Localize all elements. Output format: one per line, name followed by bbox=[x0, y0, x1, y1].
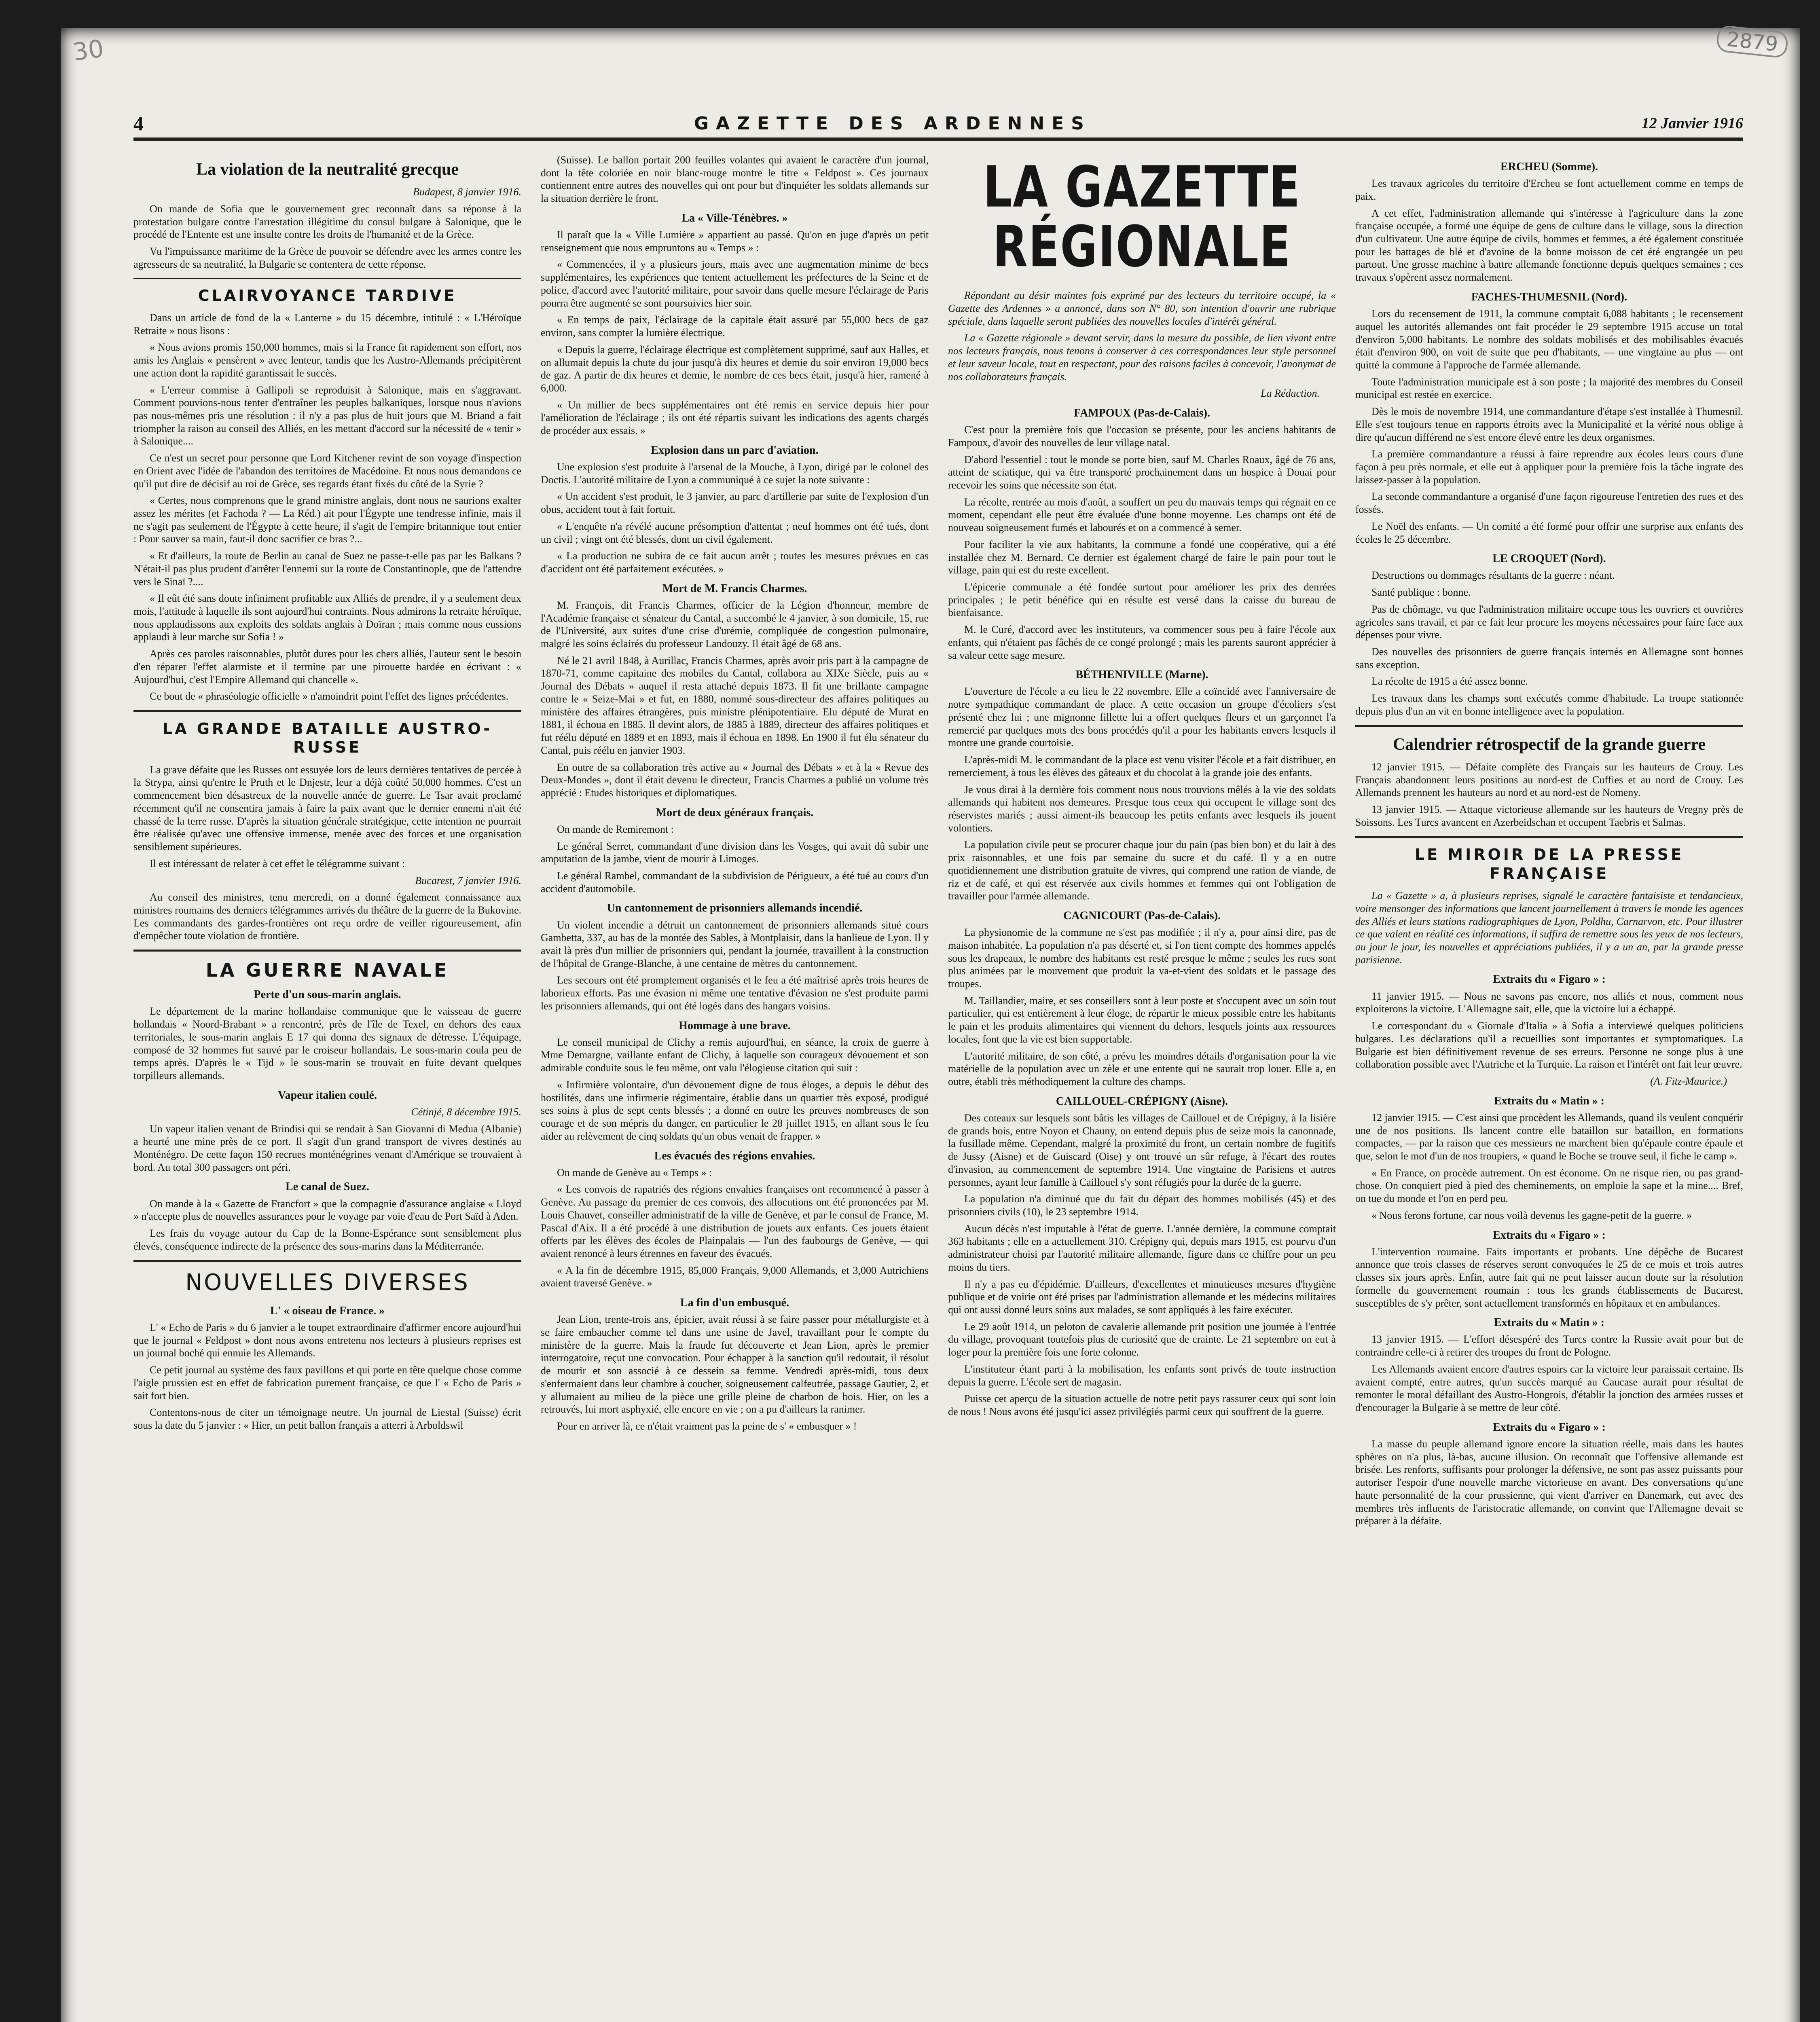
paragraph: « La production ne subira de ce fait aucun arrêt ; toutes les mesures prévues en cas d'accident ont été parfaitement exécutées. » bbox=[541, 550, 929, 575]
paragraph: Un vapeur italien venant de Brindisi qui se rendait à San Giovanni di Medua (Albanie) a heurté une mine près de ce port. Il s'agit d'un grand transport de vivres destinés au Monténégro. De cette façon 150 recrues monténégrines venant d'Amérique se trouvaient à bord. Au total 300 passagers ont péri. bbox=[133, 1123, 521, 1173]
paragraph: La « Gazette régionale » devant servir, dans la mesure du possible, de lien vivant entre nos lecteurs français, nous tenons à conserver à ces correspondances leur style personnel et leur saveur locale, tout en respectant, pour des raisons faciles à concevoir, l'anonymat de nos collaborateurs français. bbox=[948, 332, 1336, 383]
paragraph: La masse du peuple allemand ignore encore la situation réelle, mais dans les hautes sphères on n'a plus, là-bas, aucune illusion. On reconnaît que l'offensive allemande est brisée. Les renforts, suffisants pour prolonger la défensive, ne sont pas assez puissants pour autoriser l'espoir d'une nouvelle marche victorieuse en avant. Des conversations qu'une haute personnalité de la cour prussienne, qui vient d'arriver en Danemark, eut avec des membres très influents de l'aristocratie allemande, on convint que l'Allemagne devait se préparer à la défaite. bbox=[1355, 1438, 1743, 1527]
paragraph: « Certes, nous comprenons que le grand ministre anglais, dont nous ne saurions exalter assez les mérites (et Fachoda ? — La Réd.) ait pour l'Égypte une tendresse infinie, mais il ne s'agit pas seulement de l'Égypte à cette heure, il s'agit de l'empire britannique tout entier : Pour sauver sa main, faut-il donc sacrifier ce bras ?... bbox=[133, 495, 521, 545]
article-title: Calendrier rétrospectif de la grande guerre bbox=[1393, 735, 1706, 754]
paragraph: Le général Serret, commandant d'une division dans les Vosges, qui avait dû subir une amputation de la jambe, vient de mourir à Limoges. bbox=[541, 840, 929, 865]
paragraph: Les Allemands avaient encore d'autres espoirs car la victoire leur paraissait certaine. Ils avaient compté, entre autres, qu'un succès marqué au Caucase aurait pour résultat de remonter le moral défaillant des Austro-Hongrois, d'établir la jonction des armées russes et d'encourager la Bulgarie à se mettre de leur côté. bbox=[1355, 1363, 1743, 1414]
paragraph: Santé publique : bonne. bbox=[1371, 586, 1471, 599]
paragraph: « L'enquête n'a révélé aucune présomption d'attentat ; neuf hommes ont été tués, dont un civil ; vingt ont été blessés, dont un civil également. bbox=[541, 520, 929, 545]
paragraph: (Suisse). Le ballon portait 200 feuilles volantes qui avaient le caractère d'un journal, dont la tête coloriée en noir blanc-rouge montre le titre « Feldpost ». Ces journaux contiennent entre autres des nouvelles qui ont pour but d'inquiéter les soldats allemands sur la situation derrière le front. bbox=[541, 154, 929, 205]
subheading: Extraits du « Matin » : bbox=[1494, 1094, 1604, 1107]
paragraph: Il est intéressant de relater à cet effet le télégramme suivant : bbox=[150, 857, 405, 869]
signature: (A. Fitz-Maurice.) bbox=[1650, 1075, 1727, 1087]
paragraph: Les frais du voyage autour du Cap de la Bonne-Espérance sont sensiblement plus élevés, conséquence indirecte de la présence des sous-marins dans la Méditerranée. bbox=[133, 1227, 521, 1252]
paragraph: A cet effet, l'administration allemande qui s'intéresse à l'agriculture dans la zone française occupée, a formé une équipe de gens de culture dans le village, sous la direction d'un cultivateur. Une autre équipe de civils, hommes et femmes, a été également constituée pour les battages de blé et d'avoine de la bonne moisson de cet été engrangée un peu partout. Une grosse machine à battre allemande fonctionne depuis quelques semaines ; ces travaux s'opèrent assez normalement. bbox=[1355, 207, 1743, 283]
paragraph: « A la fin de décembre 1915, 85,000 Français, 9,000 Allemands, et 3,000 Autrichiens avaient traversé Genève. » bbox=[541, 1264, 929, 1289]
paragraph: La première commandanture a réussi à faire reprendre aux écoles leurs cours d'une façon à peu près normale, et elle eut à appliquer pour la première fois la tâche ingrate des laissez-passer à la population. bbox=[1355, 448, 1743, 486]
paragraph: L'intervention roumaine. Faits importants et probants. Une dépêche de Bucarest annonce que trois classes de réserves seront convoquées le 25 de ce mois et trois autres classes six jours après. Enfin, autre fait qui ne peut laisser aucun doute sur la résolution formelle du gouvernement roumain : tous les grands établissements de Bucarest, susceptibles de s'y prêter, sont actuellement transformés en hôpitaux et en ambulances. bbox=[1355, 1246, 1743, 1309]
paragraph: Il n'y a pas eu d'épidémie. D'ailleurs, d'excellentes et minutieuses mesures d'hygiène publique et de voirie ont été prises par l'administration allemande et les médecins militaires qui ont aussi donné leurs soins aux malades, se sont appliqués à les faire exécuter. bbox=[948, 1278, 1336, 1316]
paragraph: « Les convois de rapatriés des régions envahies françaises ont recommencé à passer à Genève. Au passage du premier de ces convois, des allocutions ont été prononcées par M. Louis Chauvet, conseiller administratif de la ville de Genève, et par le consul de France, M. Pascal d'Aix. Il a été procédé à une distribution de jouets aux enfants. Ces jouets étaient offerts par les élèves des écoles de Plainpalais — l'un des faubourgs de Genève, — qui avaient renoncé à leurs étrennes en faveur des évacués. bbox=[541, 1183, 929, 1259]
divider bbox=[1355, 836, 1743, 838]
paragraph: L'ouverture de l'école a eu lieu le 22 novembre. Elle a coïncidé avec l'anniversaire de notre sympathique commandant de place. A cette occasion un groupe d'écoliers s'est présenté chez lui ; une mignonne fillette lui a offert quelques fleurs et un garçonnet l'a remercié par quelques mots des bons procédés qu'il a pour les habitants envers lesquels il montre une grande courtoisie. bbox=[948, 685, 1336, 749]
column-1 bbox=[133, 154, 521, 2022]
paragraph: L'autorité militaire, de son côté, a prévu les moindres détails d'organisation pour la vie matérielle de la population avec un zèle et une entente qui ne saurait trop louer. Elle a, en outre, établi très méthodiquement la culture des champs. bbox=[948, 1050, 1336, 1088]
issue-date: 12 Janvier 1916 bbox=[1641, 115, 1743, 132]
paragraph: M. le Curé, d'accord avec les instituteurs, va commencer sous peu à faire l'école aux enfants, qui n'étaient pas fâchés de ce congé prolongé ; mais les parents sauront apprécier à sa valeur cette sage mesure. bbox=[948, 624, 1336, 661]
column-3 bbox=[948, 154, 1336, 2022]
divider bbox=[1355, 725, 1743, 727]
paragraph: On mande de Genève au « Temps » : bbox=[557, 1166, 712, 1178]
column-2 bbox=[541, 154, 929, 2022]
paragraph: La grave défaite que les Russes ont essuyée lors de leurs dernières tentatives de percée à la Strypa, ainsi qu'entre le Pruth et le Dnjestr, leur a déjà coûté 50,000 hommes. C'est un commencement bien désastreux de la nouvelle année de guerre. Le Tsar avait proclamé récemment qu'il ne consentira jamais à faire la paix avant que le dernier ennemi n'ait été chassé de la terre russe. D'après la situation générale stratégique, cette intention ne pourrait être réalisée qu'avec une offensive immense, menée avec des forces et une organisation sensiblement supérieures. bbox=[133, 764, 521, 853]
paragraph: Le général Rambel, commandant de la subdivision de Périgueux, a été tué au cours d'un accident d'automobile. bbox=[541, 869, 929, 895]
paragraph: La récolte, rentrée au mois d'août, a souffert un peu du mauvais temps qui régnait en ce moment, cependant elle peut être évaluée d'une bonne moyenne. Les champs ont été de nouveau soigneusement fumés et labourés et on a commencé à semer. bbox=[948, 496, 1336, 534]
paragraph: Jean Lion, trente-trois ans, épicier, avait réussi à se faire passer pour métallurgiste et à se faire embaucher comme tel dans une usine de Javel, travaillant pour le compte du ministère de la guerre. Mais la fraude fut découverte et Jean Lion, après le premier interrogatoire, reçut une convocation. Pour échapper à la sanction qu'il redoutait, il résolut de mourir et son associé à ce dessein sa femme. Vendredi après-midi, tous deux s'enfermaient dans leur chambre à coucher, soigneusement calfeutrée, passage Gautier, 2, et y allumaient au milieu de la pièce une grille pleine de charbon de bois. Hier, on les a retrouvés, lui mort asphyxié, elle encore en vie ; on a pu d'ailleurs la ranimer. bbox=[541, 1313, 929, 1415]
paragraph: Le Noël des enfants. — Un comité a été formé pour offrir une surprise aux enfants des écoles le 25 décembre. bbox=[1355, 520, 1743, 545]
divider bbox=[133, 710, 521, 712]
subheading: CAGNICOURT (Pas-de-Calais). bbox=[1063, 909, 1221, 922]
paragraph: « L'erreur commise à Gallipoli se reproduisit à Salonique, mais en s'aggravant. Comment pouvions-nous tenter d'entraîner les peuples balkaniques, lorsque nous n'avions pas nous-mêmes pris une résolution : il n'y a pas plus de huit jours que M. Briand a fait triompher la raison au conseil des Alliés, en les mettant d'accord sur la nécessité de « tenir » à Salonique.... bbox=[133, 384, 521, 447]
subheading: Les évacués des régions envahies. bbox=[654, 1149, 815, 1162]
paragraph: Des nouvelles des prisonniers de guerre français internés en Allemagne sont bonnes sans exception. bbox=[1355, 646, 1743, 670]
subheading: FAMPOUX (Pas-de-Calais). bbox=[1074, 406, 1210, 419]
paragraph: Vu l'impuissance maritime de la Grèce de pouvoir se défendre avec les armes contre les agresseurs de sa neutralité, la Bulgarie se contentera de cette réponse. bbox=[133, 245, 521, 270]
paragraph: L'instituteur étant parti à la mobilisation, les enfants sont privés de toute instruction depuis la guerre. L'école sert de magasin. bbox=[948, 1363, 1336, 1388]
paragraph: Pas de chômage, vu que l'administration militaire occupe tous les ouvriers et ouvrières agricoles sans travail, et par ce fait leur procure les moyens nécessaires pour faire face aux dépenses pour vivre. bbox=[1355, 603, 1743, 641]
paragraph: Un violent incendie a détruit un cantonnement de prisonniers allemands situé cours Gambetta, 337, au bas de la montée des Sables, à Montplaisir, dans la banlieue de Lyon. Il y avait là près d'un millier de prisonniers qui, pendant la journée, travaillent à la construction de l'hôpital de Grange-Blanche, à une centaine de mètres du cantonnement. bbox=[541, 919, 929, 969]
paragraph: M. Taillandier, maire, et ses conseillers sont à leur poste et s'occupent avec un soin tout particulier, qui est entièrement à leur éloge, de répartir le mieux possible entre les habitants le pain et les produits alimentaires qui viennent du dehors, lesquels joints aux ressources locales, font que la vie est bien supportable. bbox=[948, 994, 1336, 1045]
paragraph: Dans un article de fond de la « Lanterne » du 15 décembre, intitulé : « L'Héroïque Retraite » nous lisons : bbox=[133, 311, 521, 336]
paragraph: La récolte de 1915 a été assez bonne. bbox=[1371, 675, 1528, 687]
subheading: LE CROQUET (Nord). bbox=[1492, 552, 1606, 565]
paragraph: Lors du recensement de 1911, la commune comptait 6,088 habitants ; le recensement auquel les autorités allemandes ont fait procéder le 29 septembre 1915 accuse un total d'environ 5,000 habitants. Le nombre des soldats mobilisés et des mobilisables évacués était d'environ 900, on voit de suite que peu d'habitants, — une vingtaine au plus — ont quitté la commune à l'approche de l'armée allemande. bbox=[1355, 308, 1743, 371]
article-title: LA GUERRE NAVALE bbox=[205, 959, 449, 981]
paragraph: On mande de Remiremont : bbox=[557, 823, 674, 835]
paragraph: La population n'a diminué que du fait du départ des hommes mobilisés (45) et des prisonniers civils (10), le 23 septembre 1914. bbox=[948, 1193, 1336, 1218]
paragraph: C'est pour la première fois que l'occasion se présente, pour les anciens habitants de Fampoux, d'avoir des nouvelles de leur village natal. bbox=[948, 424, 1336, 448]
article-title: CLAIRVOYANCE TARDIVE bbox=[198, 286, 457, 305]
paragraph: Le correspondant du « Giornale d'Italia » à Sofia a interviewé quelques politiciens bulgares. Les déclarations qu'il a recueillies sont importantes et symptomatiques. La Bulgarie est bien définitivement revenue de ses erreurs. Personne ne songe plus à une collaboration possible avec l'Autriche et la Turquie. La raison et l'intérêt ont fait leur œuvre. bbox=[1355, 1020, 1743, 1070]
subheading: Extraits du « Figaro » : bbox=[1493, 1421, 1606, 1434]
paragraph: En outre de sa collaboration très active au « Journal des Débats » et à la « Revue des Deux-Mondes », dont il était devenu le directeur, Francis Charmes a publié un volume très apprécié : Etudes historiques et diplomatiques. bbox=[541, 761, 929, 799]
paragraph: Ce bout de « phraséologie officielle » n'amoindrit point l'effet des lignes précédentes. bbox=[150, 690, 509, 702]
paragraph: Il paraît que la « Ville Lumière » appartient au passé. Qu'on en juge d'après un petit renseignement que nous empruntons au « Temps » : bbox=[541, 229, 929, 254]
paragraph: « Commencées, il y a plusieurs jours, mais avec une augmentation minime de becs supplémentaires, les expériences que tentent actuellement les préfectures de la Seine et de police, d'accord avec l'autorité militaire, pour savoir dans quelle mesure l'éclairage de Paris pourra être augmenté se sont poursuivies hier soir. bbox=[541, 258, 929, 309]
subheading: FACHES-THUMESNIL (Nord). bbox=[1471, 290, 1627, 303]
paragraph: « En France, on procède autrement. On est économe. On ne risque rien, ou pas grand-chose. On conquiert pied à pied des cheminements, on emploie la sape et la mine.... Bref, on tue du monde et l'on en perd peu. bbox=[1355, 1167, 1743, 1205]
column-4 bbox=[1355, 154, 1743, 2022]
subheading: Extraits du « Matin » : bbox=[1494, 1316, 1604, 1329]
paragraph: Le 29 août 1914, un peloton de cavalerie allemande prit position une journée à l'entrée du village, provoquant toutefois plus de curiosité que de crainte. Le 21 septembre on eut à loger pour la première fois une forte colonne. bbox=[948, 1320, 1336, 1358]
paragraph: L'épicerie communale a été fondée surtout pour améliorer les prix des denrées principales ; le petit bénéfice qui en résulte est versé dans la caisse du bureau de bienfaisance. bbox=[948, 581, 1336, 619]
paragraph: Destructions ou dommages résultants de la guerre : néant. bbox=[1371, 569, 1615, 582]
subheading: La « Ville-Ténèbres. » bbox=[681, 212, 788, 224]
margin-note-right: 2879 bbox=[1716, 25, 1789, 59]
subheading: Perte d'un sous-marin anglais. bbox=[254, 988, 401, 1001]
subheading: ERCHEU (Somme). bbox=[1500, 161, 1598, 173]
subheading: Le canal de Suez. bbox=[286, 1180, 369, 1193]
paragraph: Le département de la marine hollandaise communique que le vaisseau de guerre hollandais « Noord-Brabant » a rencontré, près de l'île de Texel, en dehors des eaux territoriales, le sous-marin anglais E 17 qui donna des signaux de détresse. L'équipage, composé de 32 hommes fut sauvé par le croiseur hollandais. Le sous-marin coula peu de temps après. D'après le « Tijd » le sous-marin se trouvait en fuite devant quelques torpilleurs allemands. bbox=[133, 1005, 521, 1081]
subheading: Un cantonnement de prisonniers allemands incendié. bbox=[607, 902, 863, 915]
subheading: Mort de deux généraux français. bbox=[656, 806, 814, 819]
paragraph: Des coteaux sur lesquels sont bâtis les villages de Caillouel et de Crépigny, à la lisière de grands bois, entre Noyon et Chauny, on entend depuis plus de seize mois la canonnade, la fusillade même. Cependant, malgré la proximité du front, un certain nombre de fugitifs de Jussy (Aisne) et de Guiscard (Oise) y ont trouvé un sûr refuge, à l'écart des routes d'invasion, au commencement de septembre 1914. Une vingtaine de Parisiens et autres personnes, ayant leur famille à Caillouel s'y sont réfugiés pour la durée de la guerre. bbox=[948, 1112, 1336, 1188]
paragraph: Une explosion s'est produite à l'arsenal de la Mouche, à Lyon, dirigé par le colonel des Doctis. L'autorité militaire de Lyon a communiqué à ce sujet la note suivante : bbox=[541, 461, 929, 486]
article-title: LE MIROIR DE LA PRESSE FRANÇAISE bbox=[1414, 846, 1684, 882]
paragraph: L'après-midi M. le commandant de la place est venu visiter l'école et a fait distribuer, en remerciement, à tous les élèves des gâteaux et du chocolat à la grande joie des enfants. bbox=[948, 754, 1336, 778]
newspaper-title: GAZETTE DES ARDENNES bbox=[694, 113, 1091, 134]
paragraph: « Un accident s'est produit, le 3 janvier, au parc d'artillerie par suite de l'explosion d'un obus, accident tout à fait fortuit. bbox=[541, 491, 929, 516]
paragraph: Après ces paroles raisonnables, plutôt dures pour les chers alliés, l'auteur sent le besoin d'en réparer l'effet alarmiste et il termine par une pirouette bardée en écrivant : « Aujourd'hui, c'est l'Empire Allemand qui chancelle ». bbox=[133, 648, 521, 685]
paragraph: Les secours ont été promptement organisés et le feu a été maîtrisé après trois heures de laborieux efforts. Pas une évasion ni même une tentative d'évasion ne s'est produite parmi les prisonniers allemands, qui ont été logés dans des hangars voisins. bbox=[541, 974, 929, 1012]
paragraph: La seconde commandanture a organisé d'une façon rigoureuse l'entretien des rues et des fossés. bbox=[1355, 491, 1743, 516]
paragraph: Contentons-nous de citer un témoignage neutre. Un journal de Liestal (Suisse) écrit sous la date du 5 janvier : « Hier, un petit ballon français a atterri à Arboldswil bbox=[133, 1407, 521, 1431]
divider bbox=[133, 278, 521, 279]
paragraph: L' « Echo de Paris » du 6 janvier a le toupet extraordinaire d'affirmer encore aujourd'hui que le journal « Feldpost » dont nous avons entretenu nos lecteurs à plusieurs reprises est un journal boché qui ennuie les Allemands. bbox=[133, 1321, 521, 1359]
paragraph: Le conseil municipal de Clichy a remis aujourd'hui, en séance, la croix de guerre à Mme Demargne, vaillante enfant de Clichy, à laquelle son courageux dévouement et son admirable conduite sous le feu même, ont valu l'élogieuse citation qui suit : bbox=[541, 1036, 929, 1074]
subheading: L' « oiseau de France. » bbox=[270, 1304, 385, 1317]
article-columns bbox=[133, 154, 1743, 2022]
subheading: La fin d'un embusqué. bbox=[680, 1297, 789, 1309]
regional-intro bbox=[948, 289, 1336, 383]
divider bbox=[133, 950, 521, 952]
page-header bbox=[133, 109, 1743, 141]
subheading: Hommage à une brave. bbox=[679, 1019, 791, 1032]
paragraph: « Un millier de becs supplémentaires ont été remis en service depuis hier pour l'amélioration de l'éclairage ; ils ont été répartis suivant les indications des agents chargés de procéder aux essais. » bbox=[541, 399, 929, 437]
subheading: Extraits du « Figaro » : bbox=[1493, 1229, 1606, 1242]
paragraph: Les travaux dans les champs sont exécutés comme d'habitude. La troupe stationnée depuis plus d'un an vit en bonne intelligence avec la population. bbox=[1355, 692, 1743, 717]
dateline: Budapest, 8 janvier 1916. bbox=[413, 186, 521, 198]
paragraph: « Infirmière volontaire, d'un dévouement digne de tous éloges, a depuis le début des hostilités, dans une infirmerie régimentaire, établie dans un quartier très exposé, prodigué ses soins à plus de sept cents blessés ; a donné en outre les preuves nombreuses de son courage et de son mépris du danger, en particulier le 28 juillet 1915, en allant sous le feu aider au relèvement de cinq soldats qu'un obus venait de frapper. » bbox=[541, 1079, 929, 1142]
margin-note-left: 30 bbox=[71, 34, 106, 67]
paragraph: Né le 21 avril 1848, à Aurillac, Francis Charmes, après avoir pris part à la campagne de 1870-71, comme capitaine des mobiles du Cantal, collabora au XIXe Siècle, puis au « Journal des Débats » auquel il resta attaché depuis 1873. Il fit une brillante campagne contre le « Seize-Mai » et fut, en 1880, nommé sous-directeur des affaires politiques au ministère des affaires étrangères, puis ministre plénipotentiaire. Elu député de Murat en 1881, il échoua en 1885. Il devint alors, de 1885 à 1889, directeur des affaires politiques et fut réélu député en 1889 et en 1893, mais il échoua en 1898. En 1900 il fut élu sénateur du Cantal, puis réélu en janvier 1903. bbox=[541, 654, 929, 756]
paragraph: Je vous dirai à la dernière fois comment nous nous trouvions mêlés à la vie des soldats allemands qui habitent nos demeures. Presque tous ceux qui occupent le village sont des réservistes mariés ; aussi aiment-ils beaucoup les petits enfants avec lesquels ils jouent volontiers. bbox=[948, 783, 1336, 834]
article-title: LA GRANDE BATAILLE AUSTRO-RUSSE bbox=[162, 720, 493, 757]
paragraph: 13 janvier 1915. — L'effort désespéré des Turcs contre la Russie avait pour but de contraindre celle-ci à retirer des troupes du front de Pologne. bbox=[1355, 1333, 1743, 1358]
paragraph: La population civile peut se procurer chaque jour du pain (pas bien bon) et du lait à des prix raisonnables, et une fois par semaine du sucre et du café. Il y a en outre quotidiennement une distribution gratuite de vivres, qui comprend une ration de viande, de riz et de café, et qui est réservée aux civils hommes et femmes qui ont l'obligation de travailler pour l'armée allemande. bbox=[948, 839, 1336, 902]
paragraph: D'abord l'essentiel : tout le monde se porte bien, sauf M. Charles Roaux, âgé de 76 ans, atteint de sciatique, qui va être transporté prochainement dans un hospice à Douai pour recevoir les soins que nécessite son état. bbox=[948, 453, 1336, 491]
dateline: Bucarest, 7 janvier 1916. bbox=[415, 874, 521, 886]
paragraph: Répondant au désir maintes fois exprimé par des lecteurs du territoire occupé, la « Gazette des Ardennes » a annoncé, dans son N° 80, son intention d'ouvrir une rubrique spéciale, dans laquelle seront publiées des nouvelles locales d'intérêt général. bbox=[948, 290, 1336, 327]
paragraph: « Il eût été sans doute infiniment profitable aux Alliés de prendre, il y a seulement deux mois, l'attitude à laquelle ils sont aujourd'hui contraints. Nous admirons la retraite héroïque, nous applaudissons aux exploits des soldats anglais à Doïran ; mais comme nous eussions applaudi à leur marche sur Sofia ! » bbox=[133, 592, 521, 643]
paragraph: Pour faciliter la vie aux habitants, la commune a fondé une coopérative, qui a été installée chez M. Bernard. Ce dernier est également chargé de faire le pain pour tout le village, pain qui est du reste excellent. bbox=[948, 538, 1336, 576]
subheading: Vapeur italien coulé. bbox=[277, 1089, 377, 1102]
newspaper-page bbox=[61, 28, 1800, 2022]
paragraph: 11 janvier 1915. — Nous ne savons pas encore, nos alliés et nous, comment nous exploiterons la victoire. L'Allemagne sait, elle, que la victoire lui a échappé. bbox=[1355, 990, 1743, 1015]
paragraph: Les travaux agricoles du territoire d'Ercheu se font actuellement comme en temps de paix. bbox=[1355, 178, 1743, 202]
paragraph: La « Gazette » a, à plusieurs reprises, signalé le caractère fantaisiste et tendancieux, voire mensonger des informations que lancent journellement à travers le monde les agences des Alliés et leurs stations radiographiques de Lyon, Poldhu, Carnarvon, etc. Pour illustrer ce que valent en réalité ces informations, il suffira de remettre sous les yeux de nos lecteurs, au jour le jour, les nouvelles et appréciations publiées, il y a un an, par la grande presse parisienne. bbox=[1355, 890, 1743, 966]
subheading: Mort de M. Francis Charmes. bbox=[662, 582, 807, 595]
paragraph: Aucun décès n'est imputable à l'état de guerre. L'année dernière, la commune comptait 363 habitants ; elle en a actuellement 310. Crépigny qui, depuis mars 1915, est pourvu d'un administrateur choisi par l'autorité militaire allemande, figure dans ce chiffre pour un peu moins du tiers. bbox=[948, 1223, 1336, 1273]
paragraph: 12 janvier 1915. — Défaite complète des Français sur les hauteurs de Crouy. Les Français abandonnent leurs positions au nord-est de Cuffies et au nord de Crouy. Les Allemands prennent les hauteurs au nord et au nord-est de Nomeny. bbox=[1355, 761, 1743, 799]
page-number: 4 bbox=[133, 112, 144, 135]
paragraph: « Nous avions promis 150,000 hommes, mais si la France fit rapidement son effort, nos amis les Anglais « pensèrent » avec lenteur, tandis que les Austro-Allemands précipitèrent une action dont la rapidité garantissait le succès. bbox=[133, 341, 521, 379]
paragraph: Au conseil des ministres, tenu mercredi, on a donné également connaissance aux ministres roumains des derniers télégrammes arrivés du théâtre de la guerre de la Bukovine. Les commandants des gardes-frontières ont reçu ordre de veiller rigoureusement, afin d'empêcher toute violation de frontière. bbox=[133, 891, 521, 942]
subheading: Extraits du « Figaro » : bbox=[1493, 973, 1606, 986]
paragraph: On mande de Sofia que le gouvernement grec reconnaît dans sa réponse à la protestation bulgare contre l'arrestation illégitime du consul bulgare à Salonique, que le procédé de l'Entente est une insulte contre les droits de l'humanité et de la Grèce. bbox=[133, 203, 521, 241]
divider bbox=[133, 1260, 521, 1262]
dateline: Cétinjé, 8 décembre 1915. bbox=[411, 1106, 521, 1118]
paragraph: Ce petit journal au système des faux pavillons et qui porte en tête quelque chose comme l'aigle prussien est en effet de fabrication purement française, ce que l' « Echo de Paris » sait fort bien. bbox=[133, 1364, 521, 1402]
subheading: BÉTHENIVILLE (Marne). bbox=[1075, 668, 1208, 681]
paragraph: Ce n'est un secret pour personne que Lord Kitchener revint de son voyage d'inspection en Orient avec l'idée de l'abandon des territoires de Macédoine. Et nous nous demandons ce qu'il put dire de décisif au roi de Grèce, ses regards étant fixés du côté de la Syrie ? bbox=[133, 452, 521, 490]
article-title: La violation de la neutralité grecque bbox=[196, 160, 459, 179]
subheading: Explosion dans un parc d'aviation. bbox=[651, 444, 819, 457]
regional-masthead: LA GAZETTE RÉGIONALE bbox=[983, 154, 1301, 280]
subheading: CAILLOUEL-CRÉPIGNY (Aisne). bbox=[1056, 1095, 1228, 1108]
paragraph: « Et d'ailleurs, la route de Berlin au canal de Suez ne passe-t-elle pas par les Balkans ? N'était-il pas plus prudent d'arrêter l'ennemi sur la route de Constantinople, que de l'attendre vers le Sinaï ?.... bbox=[133, 550, 521, 588]
paragraph: 12 janvier 1915. — C'est ainsi que procèdent les Allemands, quand ils veulent conquérir une de nos positions. Ils lancent contre elle bataillon sur bataillon, en formations compactes, — par la raison que ces messieurs ne marchent bien qu'épaule contre épaule et que, selon le mot d'un de nos troupiers, « quand le Boche se trouve seul, il fiche le camp ». bbox=[1355, 1111, 1743, 1162]
paragraph: Toute l'administration municipale est à son poste ; la majorité des membres du Conseil municipal est restée en exercice. bbox=[1355, 376, 1743, 401]
paragraph: « Depuis la guerre, l'éclairage électrique est complètement supprimé, sauf aux Halles, et on allumait depuis la chute du jour jusqu'à dix heures et demie du soir environ 19,000 becs de gaz. A partir de dix heures et demie, le nombre de ces becs était, jusqu'à hier, ramené à 6,000. bbox=[541, 343, 929, 394]
paragraph: 13 janvier 1915. — Attaque victorieuse allemande sur les hauteurs de Vregny près de Soissons. Les Turcs avancent en Azerbeidschan et occupent Taebris et Salmas. bbox=[1355, 804, 1743, 828]
paragraph: Puisse cet aperçu de la situation actuelle de notre petit pays rassurer ceux qui sont loin de nous ! Nous avons été jusqu'ici assez privilégiés parmi ceux qui souffrent de la guerre. bbox=[948, 1393, 1336, 1417]
paragraph: M. François, dit Francis Charmes, officier de la Légion d'honneur, membre de l'Académie française et sénateur du Cantal, a succombé le 4 janvier, à son domicile, 15, rue de l'Université, aux suites d'une crise d'urémie, compliquée de congestion pulmonaire, malgré les soins éclairés du professeur Landouzy. Il était âgé de 68 ans. bbox=[541, 599, 929, 650]
paragraph: La physionomie de la commune ne s'est pas modifiée ; il n'y a, pour ainsi dire, pas de maison inhabitée. La population n'a pas déserté et, si l'on tient compte des hommes appelés sous les drapeaux, le nombre des habitants est resté presque le même ; seules les rues sont plus animées par le mouvement que produit la va-et-vient des soldats et le passage des troupes. bbox=[948, 926, 1336, 990]
paragraph: Pour en arriver là, ce n'était vraiment pas la peine de s' « embusquer » ! bbox=[557, 1420, 857, 1432]
signature: La Rédaction. bbox=[1261, 387, 1320, 400]
paragraph: On mande à la « Gazette de Francfort » que la compagnie d'assurance anglaise « Lloyd » n'accepte plus de nouvelles assurances pour le voyage par voie d'eau de Port Saïd à Aden. bbox=[133, 1197, 521, 1223]
paragraph: « Nous ferons fortune, car nous voilà devenus les gagne-petit de la guerre. » bbox=[1371, 1209, 1692, 1221]
article-title: NOUVELLES DIVERSES bbox=[185, 1269, 470, 1296]
paragraph: « En temps de paix, l'éclairage de la capitale était assuré par 55,000 becs de gaz environ, sans compter la lumière électrique. bbox=[541, 314, 929, 339]
paragraph: Dès le mois de novembre 1914, une commandanture d'étape s'est installée à Thumesnil. Elle s'est toujours tenue en rapports étroits avec la Municipalité et la vérité nous oblige à dire qu'aucun différend ne s'est encore élevé entre les deux organismes. bbox=[1355, 406, 1743, 443]
